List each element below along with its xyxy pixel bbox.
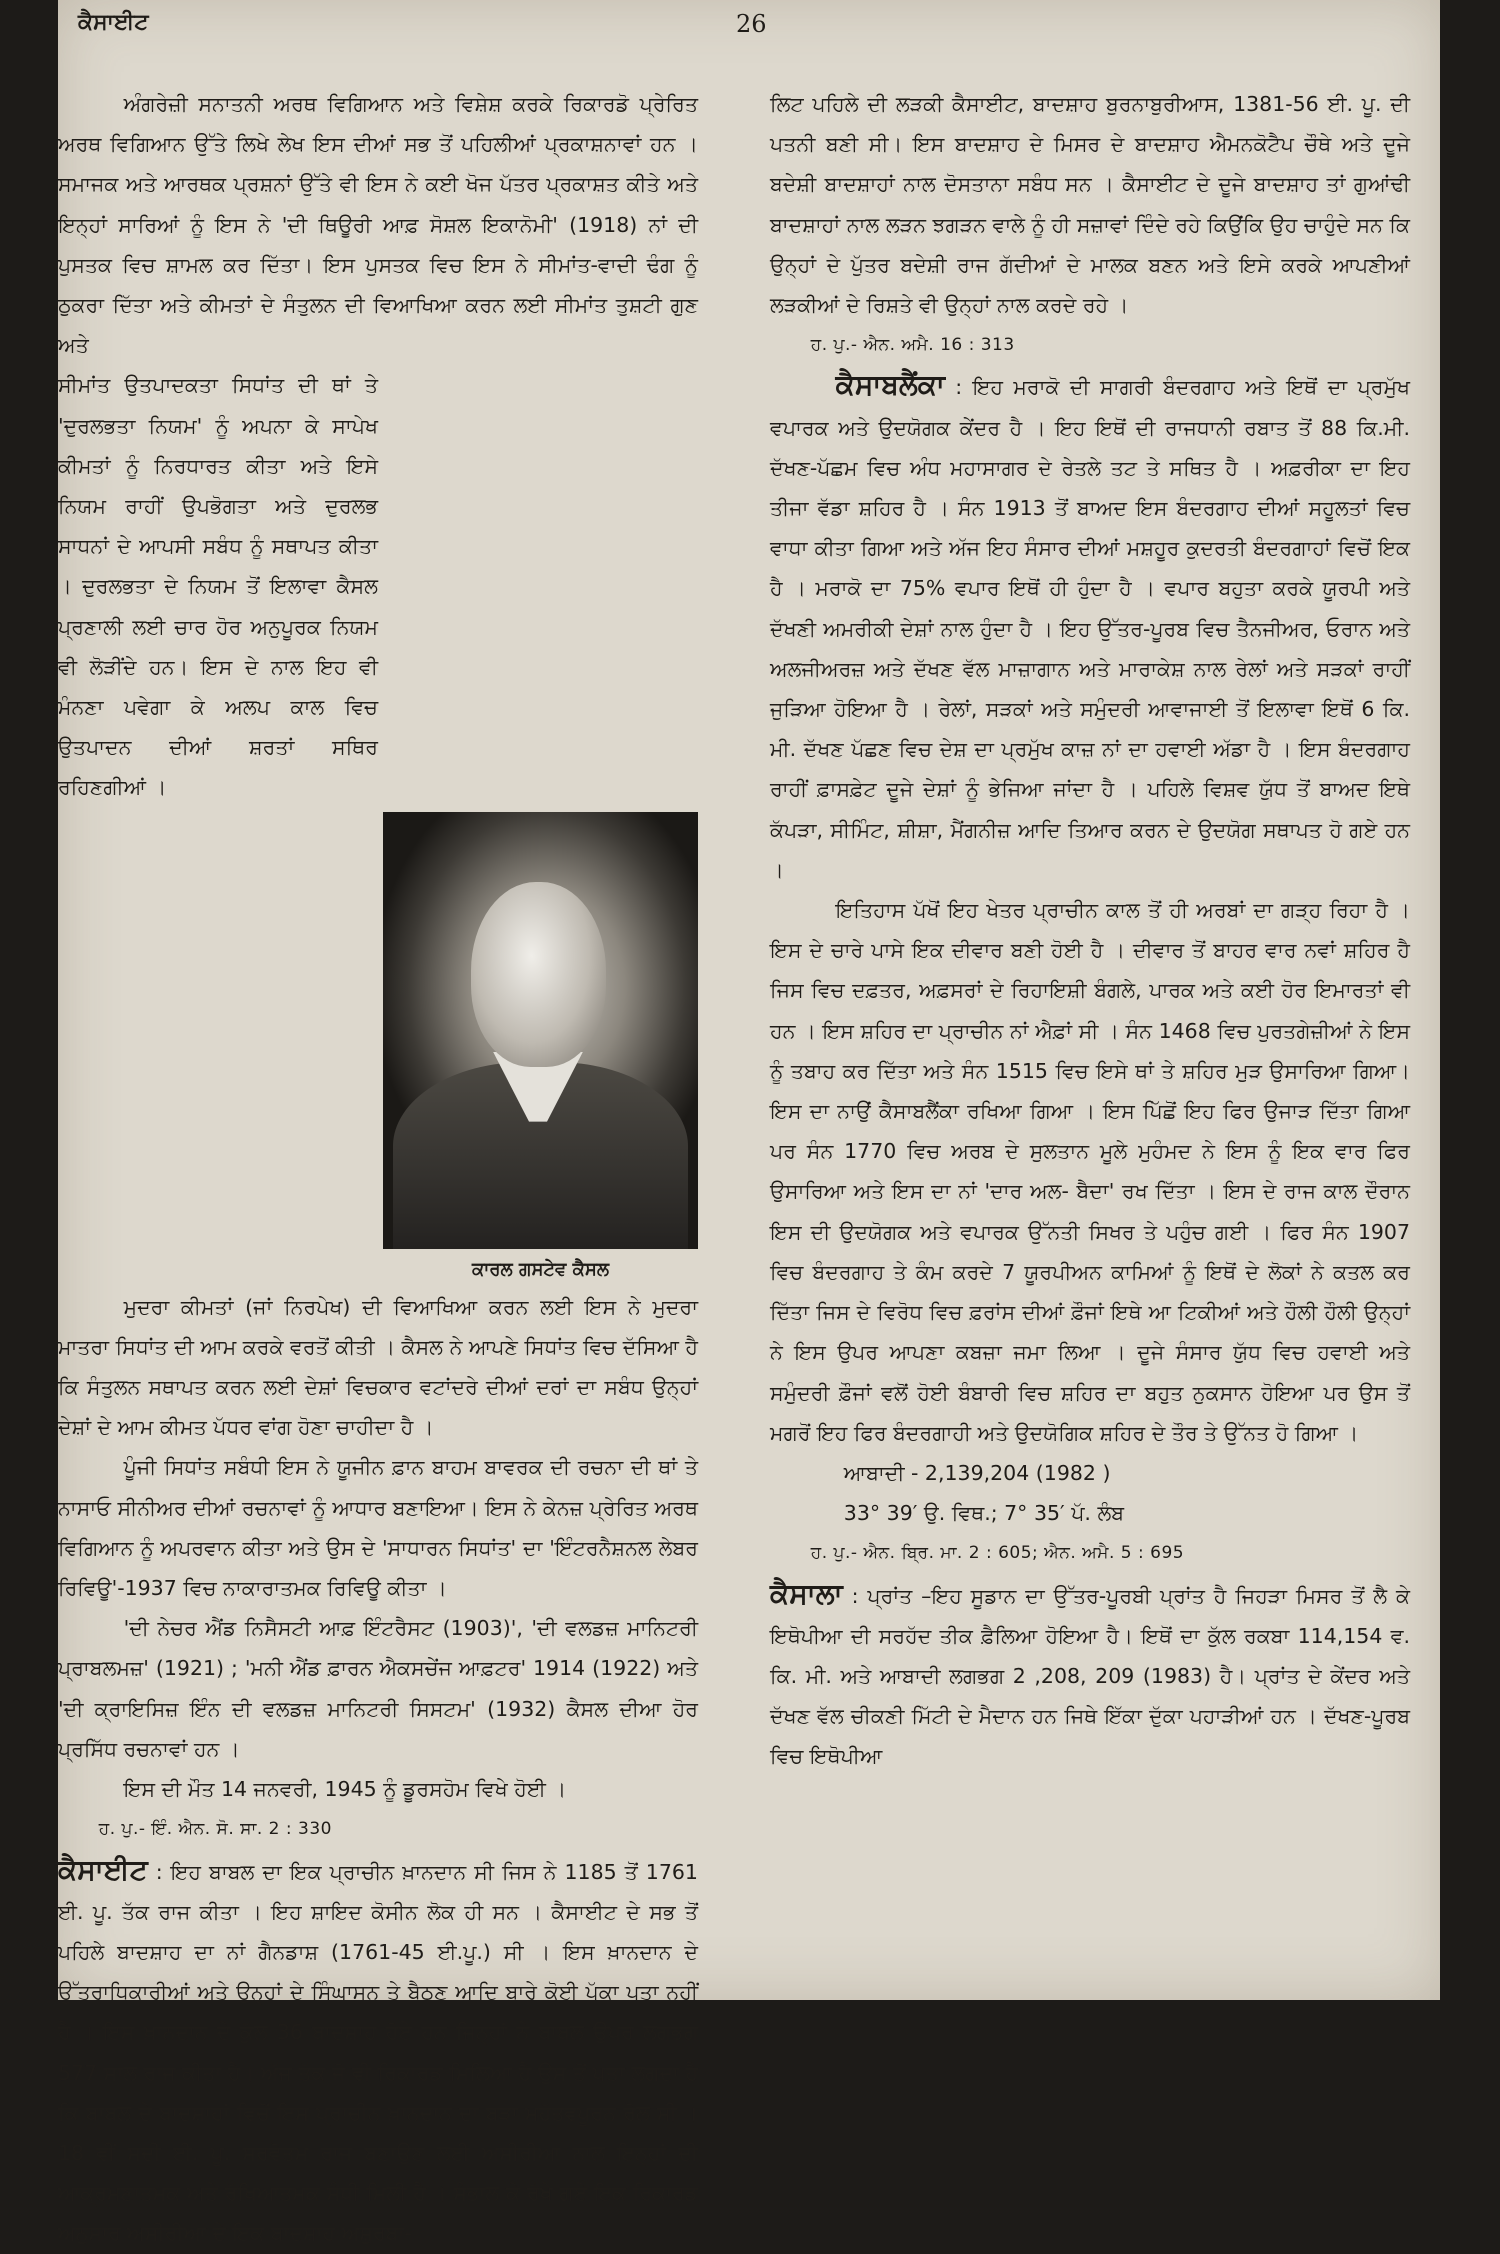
entry-kassala-body: : ਪ੍ਰਾਂਤ –ਇਹ ਸੂਡਾਨ ਦਾ ਉੱਤਰ-ਪੂਰਬੀ ਪ੍ਰਾਂਤ ਹੈ ਜਿਹੜਾ ਮਿਸਰ ਤੋਂ ਲੈ ਕੇ ਇਥੋਪੀਆ ਦੀ ਸਰਹੱਦ ਤੀਕ ਫ਼ੈਲਿਆ ਹੋਇਆ ਹੈ। ਇਥੋਂ ਦਾ ਕੁੱਲ ਰਕਬਾ 114,154 ਵ. ਕਿ. ਮੀ. ਅਤੇ ਆਬਾਦੀ ਲਗਭਗ 2 ,208, 209 (1983) ਹੈ। ਪ੍ਰਾਂਤ ਦੇ ਕੇਂਦਰ ਅਤੇ ਦੱਖਣ ਵੱਲ ਚੀਕਣੀ ਮਿੱਟੀ ਦੇ ਮੈਦਾਨ ਹਨ ਜਿਥੇ ਇੱਕਾ ਦੁੱਕਾ ਪਹਾੜੀਆਂ ਹਨ । ਦੱਖਣ-ਪੂਰਬ ਵਿਚ ਇਥੋਪੀਆ bbox=[770, 1583, 1410, 1769]
population-line: ਆਬਾਦੀ - 2,139,204 (1982 ) bbox=[843, 1460, 1111, 1485]
portrait-figure bbox=[383, 812, 698, 1287]
portrait-caption: ਕਾਰਲ ਗਸਟੇਵ ਕੈਸਲ bbox=[471, 1258, 610, 1280]
right-column bbox=[770, 84, 1410, 1777]
page-number: 26 bbox=[736, 10, 767, 38]
entry-kassite bbox=[58, 1850, 698, 2254]
paragraph-death: ਇਸ ਦੀ ਮੌਤ 14 ਜਨਵਰੀ, 1945 ਨੂੰ ਡੂਰਸਹੋਮ ਵਿਖੇ ਹੋਈ । bbox=[123, 1777, 567, 1802]
paragraph-monetary-prices: ਮੁਦਰਾ ਕੀਮਤਾਂ (ਜਾਂ ਨਿਰਪੇਖ) ਦੀ ਵਿਆਖਿਆ ਕਰਨ ਲਈ ਇਸ ਨੇ ਮੁਦਰਾ ਮਾਤਰਾ ਸਿਧਾਂਤ ਦੀ ਆਮ ਕਰਕੇ ਵਰਤੋਂ ਕੀਤੀ । ਕੈਸਲ ਨੇ ਆਪਣੇ ਸਿਧਾਂਤ ਵਿਚ ਦੱਸਿਆ ਹੈ ਕਿ ਸੰਤੁਲਨ ਸਥਾਪਤ ਕਰਨ ਲਈ ਦੇਸ਼ਾਂ ਵਿਚਕਾਰ ਵਟਾਂਦਰੇ ਦੀਆਂ ਦਰਾਂ ਦਾ ਸਬੰਧ ਉਨ੍ਹਾਂ ਦੇਸ਼ਾਂ ਦੇ ਆਮ ਕੀਮਤ ਪੱਧਰ ਵਾਂਗ ਹੋਣਾ ਚਾਹੀਦਾ ਹੈ । bbox=[58, 1294, 698, 1440]
entry-casablanca bbox=[770, 365, 1410, 890]
entry-kassite-body: : ਇਹ ਬਾਬਲ ਦਾ ਇਕ ਪ੍ਰਾਚੀਨ ਖ਼ਾਨਦਾਨ ਸੀ ਜਿਸ ਨੇ 1185 ਤੋਂ 1761 ਈ. ਪੂ. ਤੱਕ ਰਾਜ ਕੀਤਾ । ਇਹ ਸ਼ਾਇਦ ਕੋਸੀਨ ਲੋਕ ਹੀ ਸਨ । ਕੈਸਾਈਟ ਦੇ ਸਭ ਤੋਂ ਪਹਿਲੇ ਬਾਦਸ਼ਾਹ ਦਾ ਨਾਂ ਗੈਨਡਾਸ਼ (1761-45 ਈ.ਪੂ.) ਸੀ । ਇਸ ਖ਼ਾਨਦਾਨ ਦੇ ਉੱਤਰਾਧਿਕਾਰੀਆਂ ਅਤੇ ਉਨ੍ਹਾਂ ਦੇ ਸਿੰਘਾਸਨ ਤੇ ਬੈਠਣ ਆਦਿ ਬਾਰੇ ਕੋਈ ਪੱਕਾ ਪਤਾ ਨਹੀਂ ਹੈ । ਇਸ ਖ਼ਾਨਦਾਨ ਦੇ ਕੁੱਲ 36 ਬਾਦਸ਼ਾਹ ਹੋਏ ਹਨ ਜਿਨ੍ਹਾਂ ਨੇ ਬਾਬਲ ਉਪਰ ਲਗਭਗ 577 ਸਾਲ ਰਾਜ ਕੀਤਾ ਹੈ। ਅੱਜ ਤੱਕ ਜੋ ਵੀ ਰਿਕਾਰਡ ਮਿਲਿਆ ਹੈ ਉਸ ਤੋਂ ਪਤਾ ਲਗਦਾ ਹੈ ਕਿ ਬਾਬਲ ਦੇ ਬਾਦਸ਼ਾਹਾਂ ਵਿਚੋਂ ਇਸ ਪ੍ਰਾਚੀਨ ਖ਼ਾਨਦਾਨ ਦਾ ਬੜਾ ਮਹੱਤਵਪੂਰਨ ਰੋਲ ਸੀ । 18 ਵੀਂ ਸਦੀ ਈ. ਪੂ. ਸਰਵੋਤਮ ਰਾਜ ਬਣਾਉਣ ਲਈ ਅਸੀਰੀਆ ਨਾਲ ਇਨ੍ਹਾਂ ਦੀ ਆਕ੍ਰਮਣਾਤਮਕ ਅਤੇ ਰੱਖਿਆਤਮਕ ਸੰਧੀ ਮਿਲੀ ਹੈ । ਸੰਭਾਲ ਕੇ ਰੱਖੇ ਗਏ ਇਕ ਰਿਕਾਰਡ ਅਨੁਸਾਰ ਅਸੀਰੀਆ ਦੇ ਇਕ ਬਾਦਸ਼ਾਹ ਅਸ਼ੁਰਬਾ- bbox=[58, 1859, 698, 2246]
book-page bbox=[58, 0, 1440, 2246]
reference-line: ਹ. ਪੁ.- ਇੰ. ਐਨ. ਸੋ. ਸਾ. 2 : 330 bbox=[98, 1819, 332, 1840]
reference-line: ਹ. ਪੁ.- ਐਨ. ਬ੍ਰਿ. ਮਾ. 2 : 605; ਐਨ. ਅਮੈ. 5 : 695 bbox=[810, 1543, 1185, 1564]
paragraph-capital-theory: ਪੂੰਜੀ ਸਿਧਾਂਤ ਸਬੰਧੀ ਇਸ ਨੇ ਯੂਜੀਨ ਫ਼ਾਨ ਬਾਹਮ ਬਾਵਰਕ ਦੀ ਰਚਨਾ ਦੀ ਥਾਂ ਤੇ ਨਾਸਾਓ ਸੀਨੀਅਰ ਦੀਆਂ ਰਚਨਾਵਾਂ ਨੂੰ ਆਧਾਰ ਬਣਾਇਆ। ਇਸ ਨੇ ਕੇਨਜ਼ ਪ੍ਰੇਰਿਤ ਅਰਥ ਵਿਗਿਆਨ ਨੂੰ ਅਪਰਵਾਨ ਕੀਤਾ ਅਤੇ ਉਸ ਦੇ 'ਸਾਧਾਰਨ ਸਿਧਾਂਤ' ਦਾ 'ਇੰਟਰਨੈਸ਼ਨਲ ਲੇਬਰ ਰਿਵਿਊ'-1937 ਵਿਚ ਨਾਕਾਰਾਤਮਕ ਰਿਵਿਊ ਕੀਤਾ । bbox=[58, 1455, 698, 1601]
headword-kassite: ਕੈਸਾਈਟ bbox=[58, 1852, 148, 1886]
left-column bbox=[58, 84, 698, 2254]
paragraph-kassite-continued: ਲਿਟ ਪਹਿਲੇ ਦੀ ਲੜਕੀ ਕੈਸਾਈਟ, ਬਾਦਸ਼ਾਹ ਬੁਰਨਾਬੁਰੀਆਸ, 1381-56 ਈ. ਪੂ. ਦੀ ਪਤਨੀ ਬਣੀ ਸੀ। ਇਸ ਬਾਦਸ਼ਾਹ ਦੇ ਮਿਸਰ ਦੇ ਬਾਦਸ਼ਾਹ ਐਮਨਕੋਟੈਪ ਚੌਥੇ ਅਤੇ ਦੂਜੇ ਬਦੇਸ਼ੀ ਬਾਦਸ਼ਾਹਾਂ ਨਾਲ ਦੋਸਤਾਨਾ ਸਬੰਧ ਸਨ । ਕੈਸਾਈਟ ਦੇ ਦੂਜੇ ਬਾਦਸ਼ਾਹ ਤਾਂ ਗੁਆਂਢੀ ਬਾਦਸ਼ਾਹਾਂ ਨਾਲ ਲੜਨ ਝਗੜਨ ਵਾਲੇ ਨੂੰ ਹੀ ਸਜ਼ਾਵਾਂ ਦਿੰਦੇ ਰਹੇ ਕਿਉਂਕਿ ਉਹ ਚਾਹੁੰਦੇ ਸਨ ਕਿ ਉਨ੍ਹਾਂ ਦੇ ਪੁੱਤਰ ਬਦੇਸ਼ੀ ਰਾਜ ਗੱਦੀਆਂ ਦੇ ਮਾਲਕ ਬਣਨ ਅਤੇ ਇਸੇ ਕਰਕੇ ਆਪਣੀਆਂ ਲੜਕੀਆਂ ਦੇ ਰਿਸ਼ਤੇ ਵੀ ਉਨ੍ਹਾਂ ਨਾਲ ਕਰਦੇ ਰਹੇ । bbox=[770, 92, 1410, 318]
reference-line: ਹ. ਪੁ.- ਐਨ. ਅਮੈ. 16 : 313 bbox=[810, 335, 1015, 356]
paragraph-casablanca-history: ਇਤਿਹਾਸ ਪੱਖੋਂ ਇਹ ਖੇਤਰ ਪ੍ਰਾਚੀਨ ਕਾਲ ਤੋਂ ਹੀ ਅਰਬਾਂ ਦਾ ਗੜ੍ਹ ਰਿਹਾ ਹੈ । ਇਸ ਦੇ ਚਾਰੇ ਪਾਸੇ ਇਕ ਦੀਵਾਰ ਬਣੀ ਹੋਈ ਹੈ । ਦੀਵਾਰ ਤੋਂ ਬਾਹਰ ਵਾਰ ਨਵਾਂ ਸ਼ਹਿਰ ਹੈ ਜਿਸ ਵਿਚ ਦਫ਼ਤਰ, ਅਫ਼ਸਰਾਂ ਦੇ ਰਿਹਾਇਸ਼ੀ ਬੰਗਲੇ, ਪਾਰਕ ਅਤੇ ਕਈ ਹੋਰ ਇਮਾਰਤਾਂ ਵੀ ਹਨ । ਇਸ ਸ਼ਹਿਰ ਦਾ ਪ੍ਰਾਚੀਨ ਨਾਂ ਐਫ਼ਾਂ ਸੀ । ਸੰਨ 1468 ਵਿਚ ਪੁਰਤਗੇਜ਼ੀਆਂ ਨੇ ਇਸ ਨੂੰ ਤਬਾਹ ਕਰ ਦਿੱਤਾ ਅਤੇ ਸੰਨ 1515 ਵਿਚ ਇਸੇ ਥਾਂ ਤੇ ਸ਼ਹਿਰ ਮੁੜ ਉਸਾਰਿਆ ਗਿਆ। ਇਸ ਦਾ ਨਾਉਂ ਕੈਸਾਬਲੈਂਕਾ ਰਖਿਆ ਗਿਆ । ਇਸ ਪਿੱਛੋਂ ਇਹ ਫਿਰ ਉਜਾੜ ਦਿੱਤਾ ਗਿਆ ਪਰ ਸੰਨ 1770 ਵਿਚ ਅਰਬ ਦੇ ਸੁਲਤਾਨ ਮੂਲੇ ਮੁਹੰਮਦ ਨੇ ਇਸ ਨੂੰ ਇਕ ਵਾਰ ਫਿਰ ਉਸਾਰਿਆ ਅਤੇ ਇਸ ਦਾ ਨਾਂ 'ਦਾਰ ਅਲ- ਬੈਦਾ' ਰਖ ਦਿੱਤਾ । ਇਸ ਦੇ ਰਾਜ ਕਾਲ ਦੌਰਾਨ ਇਸ ਦੀ ਉਦਯੋਗਕ ਅਤੇ ਵਪਾਰਕ ਉੱਨਤੀ ਸਿਖਰ ਤੇ ਪਹੁੰਚ ਗਈ । ਫਿਰ ਸੰਨ 1907 ਵਿਚ ਬੰਦਰਗਾਹ ਤੇ ਕੰਮ ਕਰਦੇ 7 ਯੂਰਪੀਅਨ ਕਾਮਿਆਂ ਨੂੰ ਇਥੋਂ ਦੇ ਲੋਕਾਂ ਨੇ ਕਤਲ ਕਰ ਦਿੱਤਾ ਜਿਸ ਦੇ ਵਿਰੋਧ ਵਿਚ ਫ਼ਰਾਂਸ ਦੀਆਂ ਫ਼ੌਜਾਂ ਇਥੇ ਆ ਟਿਕੀਆਂ ਅਤੇ ਹੌਲੀ ਹੌਲੀ ਉਨ੍ਹਾਂ ਨੇ ਇਸ ਉਪਰ ਆਪਣਾ ਕਬਜ਼ਾ ਜਮਾ ਲਿਆ । ਦੂਜੇ ਸੰਸਾਰ ਯੁੱਧ ਵਿਚ ਹਵਾਈ ਅਤੇ ਸਮੁੰਦਰੀ ਫ਼ੌਜਾਂ ਵਲੋਂ ਹੋਈ ਬੰਬਾਰੀ ਵਿਚ ਸ਼ਹਿਰ ਦਾ ਬਹੁਤ ਨੁਕਸਾਨ ਹੋਇਆ ਪਰ ਉਸ ਤੋਂ ਮਗਰੋਂ ਇਹ ਫਿਰ ਬੰਦਰਗਾਹੀ ਅਤੇ ਉਦਯੋਗਿਕ ਸ਼ਹਿਰ ਦੇ ਤੌਰ ਤੇ ਉੱਨਤ ਹੋ ਗਿਆ । bbox=[770, 898, 1410, 1445]
headword-casablanca: ਕੈਸਾਬਲੈਂਕਾ bbox=[835, 368, 945, 402]
entry-kassala bbox=[770, 1574, 1410, 1777]
paragraph-cassel-works: ਅੰਗਰੇਜ਼ੀ ਸਨਾਤਨੀ ਅਰਥ ਵਿਗਿਆਨ ਅਤੇ ਵਿਸ਼ੇਸ਼ ਕਰਕੇ ਰਿਕਾਰਡੋ ਪ੍ਰੇਰਿਤ ਅਰਥ ਵਿਗਿਆਨ ਉੱਤੇ ਲਿਖੇ ਲੇਖ ਇਸ ਦੀਆਂ ਸਭ ਤੋਂ ਪਹਿਲੀਆਂ ਪ੍ਰਕਾਸ਼ਨਾਵਾਂ ਹਨ । ਸਮਾਜਕ ਅਤੇ ਆਰਥਕ ਪ੍ਰਸ਼ਨਾਂ ਉੱਤੇ ਵੀ ਇਸ ਨੇ ਕਈ ਖੋਜ ਪੱਤਰ ਪ੍ਰਕਾਸ਼ਤ ਕੀਤੇ ਅਤੇ ਇਨ੍ਹਾਂ ਸਾਰਿਆਂ ਨੂੰ ਇਸ ਨੇ 'ਦੀ ਥਿਊਰੀ ਆਫ਼ ਸੋਸ਼ਲ ਇਕਾਨੋਮੀ' (1918) ਨਾਂ ਦੀ ਪੁਸਤਕ ਵਿਚ ਸ਼ਾਮਲ ਕਰ ਦਿੱਤਾ। ਇਸ ਪੁਸਤਕ ਵਿਚ ਇਸ ਨੇ ਸੀਮਾਂਤ-ਵਾਦੀ ਢੰਗ ਨੂੰ ਠੁਕਰਾ ਦਿੱਤਾ ਅਤੇ ਕੀਮਤਾਂ ਦੇ ਸੰਤੁਲਨ ਦੀ ਵਿਆਖਿਆ ਕਰਨ ਲਈ ਸੀਮਾਂਤ ਤੁਸ਼ਟੀ ਗੁਣ ਅਤੇ bbox=[58, 92, 698, 358]
running-head: ਕੈਸਾਈਟ bbox=[78, 10, 149, 35]
coordinates-line: 33° 39′ ਉ. ਵਿਥ.; 7° 35′ ਪੱ. ਲੰਬ bbox=[843, 1501, 1125, 1526]
paragraph-other-works: 'ਦੀ ਨੇਚਰ ਐਂਡ ਨਿਸੈਸਟੀ ਆਫ਼ ਇੰਟਰੈਸਟ (1903)', 'ਦੀ ਵਲਡਜ਼ ਮਾਨਿਟਰੀ ਪ੍ਰਾਬਲਮਜ਼' (1921) ; 'ਮਨੀ ਐਂਡ ਫ਼ਾਰਨ ਐਕਸਚੇਂਜ ਆਫ਼ਟਰ' 1914 (1922) ਅਤੇ 'ਦੀ ਕ੍ਰਾਇਸਿਜ਼ ਇੰਨ ਦੀ ਵਲਡਜ਼ ਮਾਨਿਟਰੀ ਸਿਸਟਮ' (1932) ਕੈਸਲ ਦੀਆ ਹੋਰ ਪ੍ਰਸਿੱਧ ਰਚਨਾਵਾਂ ਹਨ । bbox=[58, 1616, 698, 1761]
headword-kassala: ਕੈਸਾਲਾ bbox=[770, 1576, 843, 1610]
portrait-photo bbox=[383, 812, 698, 1249]
entry-casablanca-body: : ਇਹ ਮਰਾਕੋ ਦੀ ਸਾਗਰੀ ਬੰਦਰਗਾਹ ਅਤੇ ਇਥੋਂ ਦਾ ਪ੍ਰਮੁੱਖ ਵਪਾਰਕ ਅਤੇ ਉਦਯੋਗਕ ਕੇਂਦਰ ਹੈ । ਇਹ ਇਥੋਂ ਦੀ ਰਾਜਧਾਨੀ ਰਬਾਤ ਤੋਂ 88 ਕਿ.ਮੀ. ਦੱਖਣ-ਪੱਛਮ ਵਿਚ ਅੰਧ ਮਹਾਸਾਗਰ ਦੇ ਰੇਤਲੇ ਤਟ ਤੇ ਸਥਿਤ ਹੈ । ਅਫ਼ਰੀਕਾ ਦਾ ਇਹ ਤੀਜਾ ਵੱਡਾ ਸ਼ਹਿਰ ਹੈ । ਸੰਨ 1913 ਤੋਂ ਬਾਅਦ ਇਸ ਬੰਦਰਗਾਹ ਦੀਆਂ ਸਹੂਲਤਾਂ ਵਿਚ ਵਾਧਾ ਕੀਤਾ ਗਿਆ ਅਤੇ ਅੱਜ ਇਹ ਸੰਸਾਰ ਦੀਆਂ ਮਸ਼ਹੂਰ ਕੁਦਰਤੀ ਬੰਦਰਗਾਹਾਂ ਵਿਚੋਂ ਇਕ ਹੈ । ਮਰਾਕੋ ਦਾ 75% ਵਪਾਰ ਇਥੋਂ ਹੀ ਹੁੰਦਾ ਹੈ । ਵਪਾਰ ਬਹੁਤਾ ਕਰਕੇ ਯੂਰਪੀ ਅਤੇ ਦੱਖਣੀ ਅਮਰੀਕੀ ਦੇਸ਼ਾਂ ਨਾਲ ਹੁੰਦਾ ਹੈ । ਇਹ ਉੱਤਰ-ਪੂਰਬ ਵਿਚ ਤੈਨਜੀਅਰ, ਓਰਾਨ ਅਤੇ ਅਲਜੀਅਰਜ਼ ਅਤੇ ਦੱਖਣ ਵੱਲ ਮਾਜ਼ਾਗਾਨ ਅਤੇ ਮਾਰਾਕੇਸ਼ ਨਾਲ ਰੇਲਾਂ ਅਤੇ ਸੜਕਾਂ ਰਾਹੀਂ ਜੁੜਿਆ ਹੋਇਆ ਹੈ । ਰੇਲਾਂ, ਸੜਕਾਂ ਅਤੇ ਸਮੁੰਦਰੀ ਆਵਾਜਾਈ ਤੋਂ ਇਲਾਵਾ ਇਥੋਂ 6 ਕਿ. ਮੀ. ਦੱਖਣ ਪੱਛਣ ਵਿਚ ਦੇਸ਼ ਦਾ ਪ੍ਰਮੁੱਖ ਕਾਜ਼ ਨਾਂ ਦਾ ਹਵਾਈ ਅੱਡਾ ਹੈ । ਇਸ ਬੰਦਰਗਾਹ ਰਾਹੀਂ ਫ਼ਾਸਫ਼ੇਟ ਦੂਜੇ ਦੇਸ਼ਾਂ ਨੂੰ ਭੇਜਿਆ ਜਾਂਦਾ ਹੈ । ਪਹਿਲੇ ਵਿਸ਼ਵ ਯੁੱਧ ਤੋਂ ਬਾਅਦ ਇਥੇ ਕੱਪੜਾ, ਸੀਮਿੰਟ, ਸ਼ੀਸ਼ਾ, ਮੈਂਗਨੀਜ਼ ਆਦਿ ਤਿਆਰ ਕਰਨ ਦੇ ਉਦਯੋਗ ਸਥਾਪਤ ਹੋ ਗਏ ਹਨ । bbox=[770, 375, 1410, 882]
paragraph-scarcity-principle: ਸੀਮਾਂਤ ਉਤਪਾਦਕਤਾ ਸਿਧਾਂਤ ਦੀ ਥਾਂ ਤੇ 'ਦੁਰਲਭਤਾ ਨਿਯਮ' ਨੂੰ ਅਪਨਾ ਕੇ ਸਾਪੇਖ ਕੀਮਤਾਂ ਨੂੰ ਨਿਰਧਾਰਤ ਕੀਤਾ ਅਤੇ ਇਸੇ ਨਿਯਮ ਰਾਹੀਂ ਉਪਭੋਗਤਾ ਅਤੇ ਦੁਰਲਭ ਸਾਧਨਾਂ ਦੇ ਆਪਸੀ ਸਬੰਧ ਨੂੰ ਸਥਾਪਤ ਕੀਤਾ । ਦੁਰਲਭਤਾ ਦੇ ਨਿਯਮ ਤੋਂ ਇਲਾਵਾ ਕੈਸਲ ਪ੍ਰਣਾਲੀ ਲਈ ਚਾਰ ਹੋਰ ਅਨੁਪੂਰਕ ਨਿਯਮ ਵੀ ਲੋੜੀਂਦੇ ਹਨ। ਇਸ ਦੇ ਨਾਲ ਇਹ ਵੀ ਮੰਨਣਾ ਪਵੇਗਾ ਕੇ ਅਲਪ ਕਾਲ ਵਿਚ ਉਤਪਾਦਨ ਦੀਆਂ ਸ਼ਰਤਾਂ ਸਥਿਰ ਰਹਿਣਗੀਆਂ । bbox=[58, 373, 378, 800]
